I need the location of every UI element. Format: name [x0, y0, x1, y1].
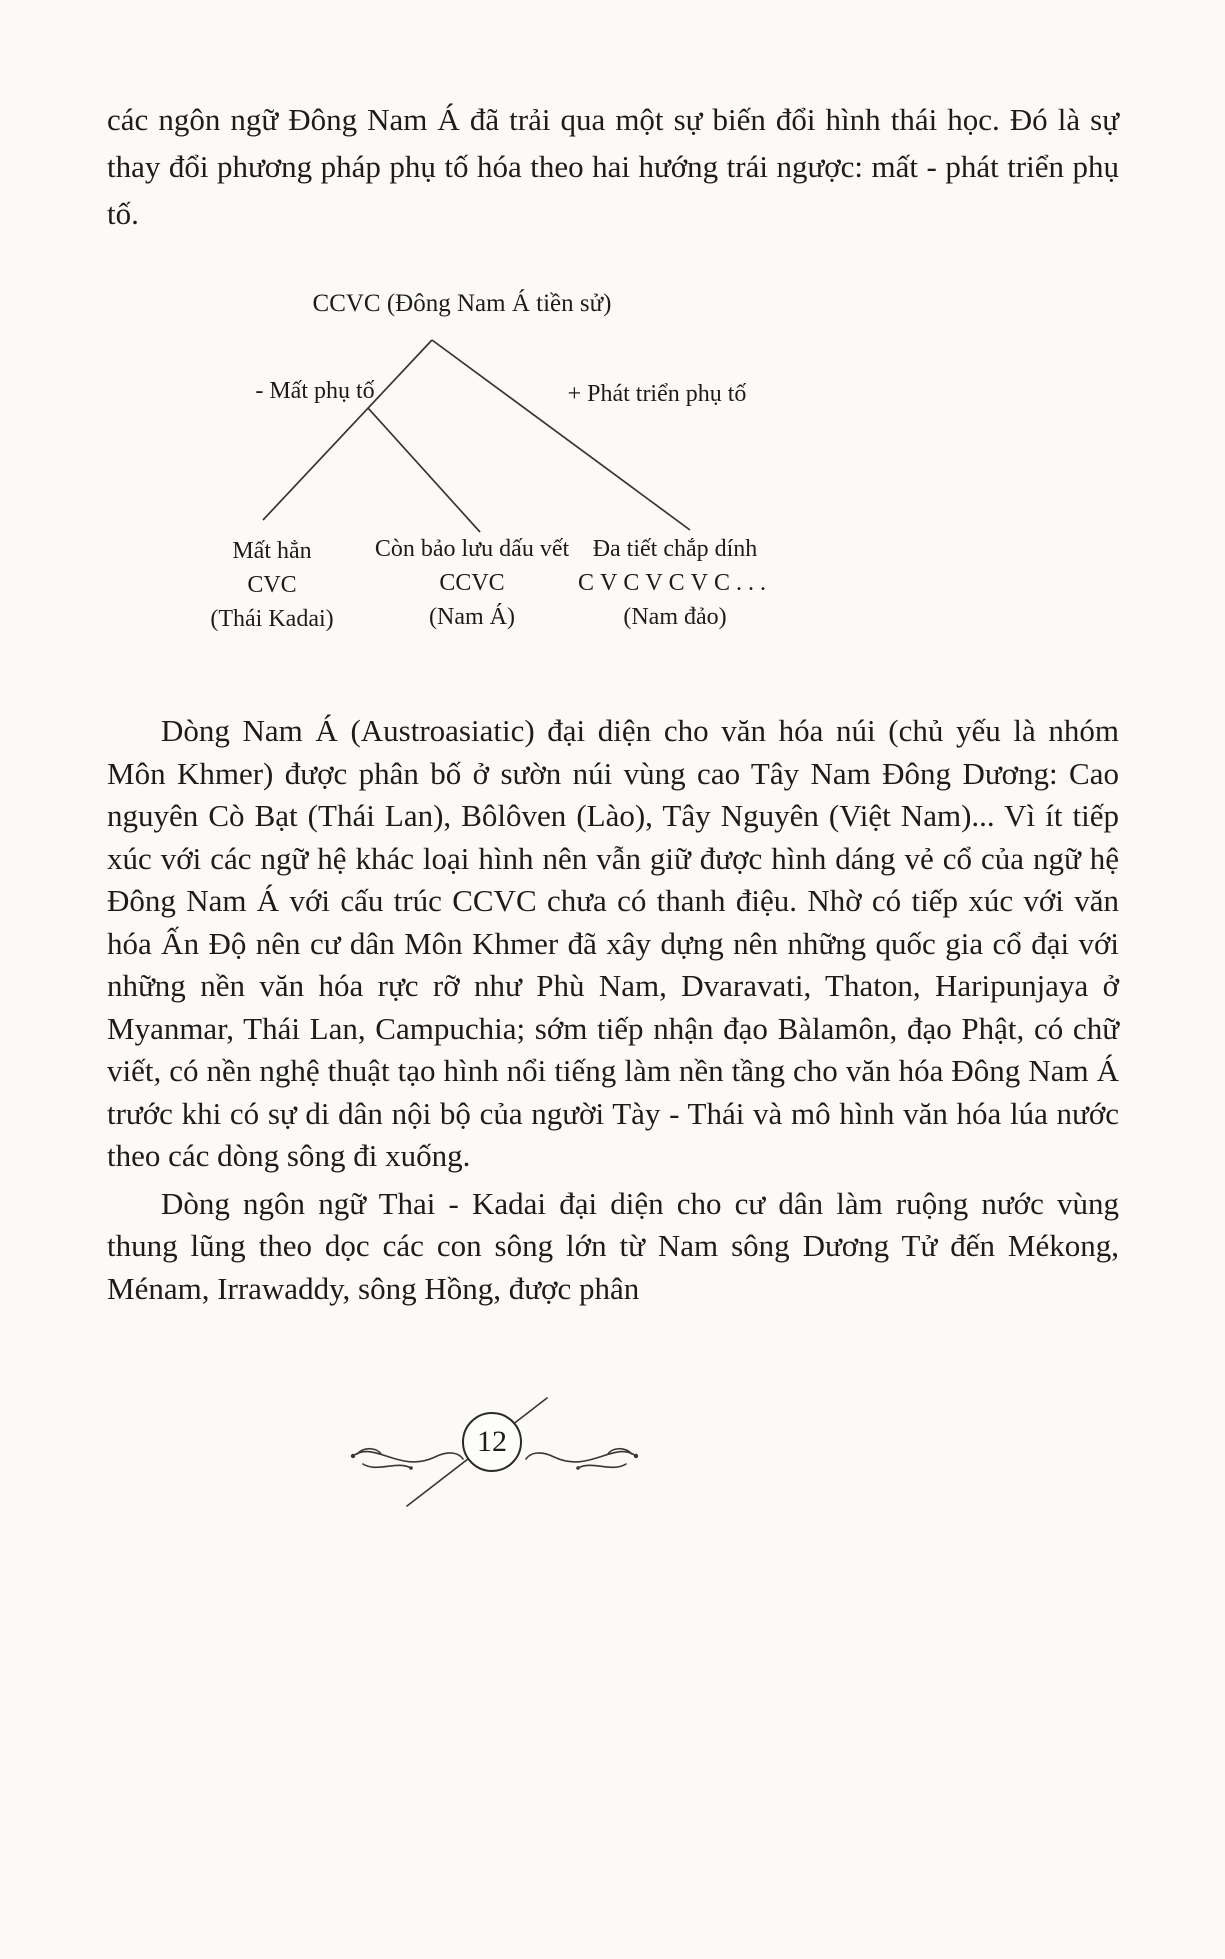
- paragraph-intro: các ngôn ngữ Đông Nam Á đã trải qua một sự biến đổi hình thái học. Đó là sự thay đổi phương pháp phụ tố hóa theo hai hướng trái ngược: mất - phát triển phụ tố.: [107, 102, 1119, 231]
- leaf-family: (Nam Á): [429, 604, 515, 630]
- leaf-title: Đa tiết chắp dính: [592, 536, 758, 562]
- leaf-structure: CVCVCVC...: [577, 570, 773, 596]
- leaf-title: Còn bảo lưu dấu vết: [374, 536, 570, 562]
- page-number-badge: [462, 1412, 522, 1472]
- tree-leaf-thai-kadai: [210, 534, 333, 636]
- language-tree-diagram: [0, 282, 1225, 647]
- leaf-structure: CCVC: [439, 570, 505, 596]
- tree-right-branch-label: + Phát triển phụ tố: [567, 381, 747, 407]
- leaf-structure: CVC: [247, 572, 297, 598]
- body-text: [107, 710, 1119, 1310]
- page-footer-ornament: [347, 1396, 642, 1511]
- leaf-title: Mất hẳn: [232, 538, 312, 564]
- tree-root-label: CCVC (Đông Nam Á tiền sử): [312, 290, 612, 317]
- page-number: 12: [477, 1425, 507, 1458]
- paragraph-thai-kadai: Dòng ngôn ngữ Thai - Kadai đại diện cho cư dân làm ruộng nước vùng thung lũng theo dọc các con sông lớn từ Nam sông Dương Tử đến Mékong, Ménam, Irrawaddy, sông Hồng, được phân: [107, 1185, 1119, 1306]
- leaf-family: (Nam đảo): [623, 604, 727, 630]
- leaf-family: (Thái Kadai): [210, 606, 334, 632]
- tree-left-branch-label: - Mất phụ tố: [255, 378, 375, 404]
- tree-leaf-nam-a: [375, 532, 569, 634]
- tree-leaf-nam-dao: [578, 532, 772, 634]
- paragraph-nam-a: Dòng Nam Á (Austroasiatic) đại diện cho văn hóa núi (chủ yếu là nhóm Môn Khmer) được phân bố ở sườn núi vùng cao Tây Nam Đông Dương: Cao nguyên Cò Bạt (Thái Lan), Bôlôven (Lào), Tây Nguyên (Việt Nam)... Vì ít tiếp xúc với các ngữ hệ khác loại hình nên vẫn giữ được hình dáng vẻ cổ của ngữ hệ Đông Nam Á với cấu trúc CCVC chưa có thanh điệu. Nhờ có tiếp xúc với văn hóa Ấn Độ nên cư dân Môn Khmer đã xây dựng nên những quốc gia cổ đại với những nền văn hóa rực rỡ như Phù Nam, Dvaravati, Thaton, Haripunjaya ở Myanmar, Thái Lan, Campuchia; sớm tiếp nhận đạo Bàlamôn, đạo Phật, có chữ viết, có nền nghệ thuật tạo hình nổi tiếng làm nền tầng cho văn hóa Đông Nam Á trước khi có sự di dân nội bộ của người Tày - Thái và mô hình văn hóa lúa nước theo các dòng sông đi xuống.: [107, 713, 1119, 1173]
